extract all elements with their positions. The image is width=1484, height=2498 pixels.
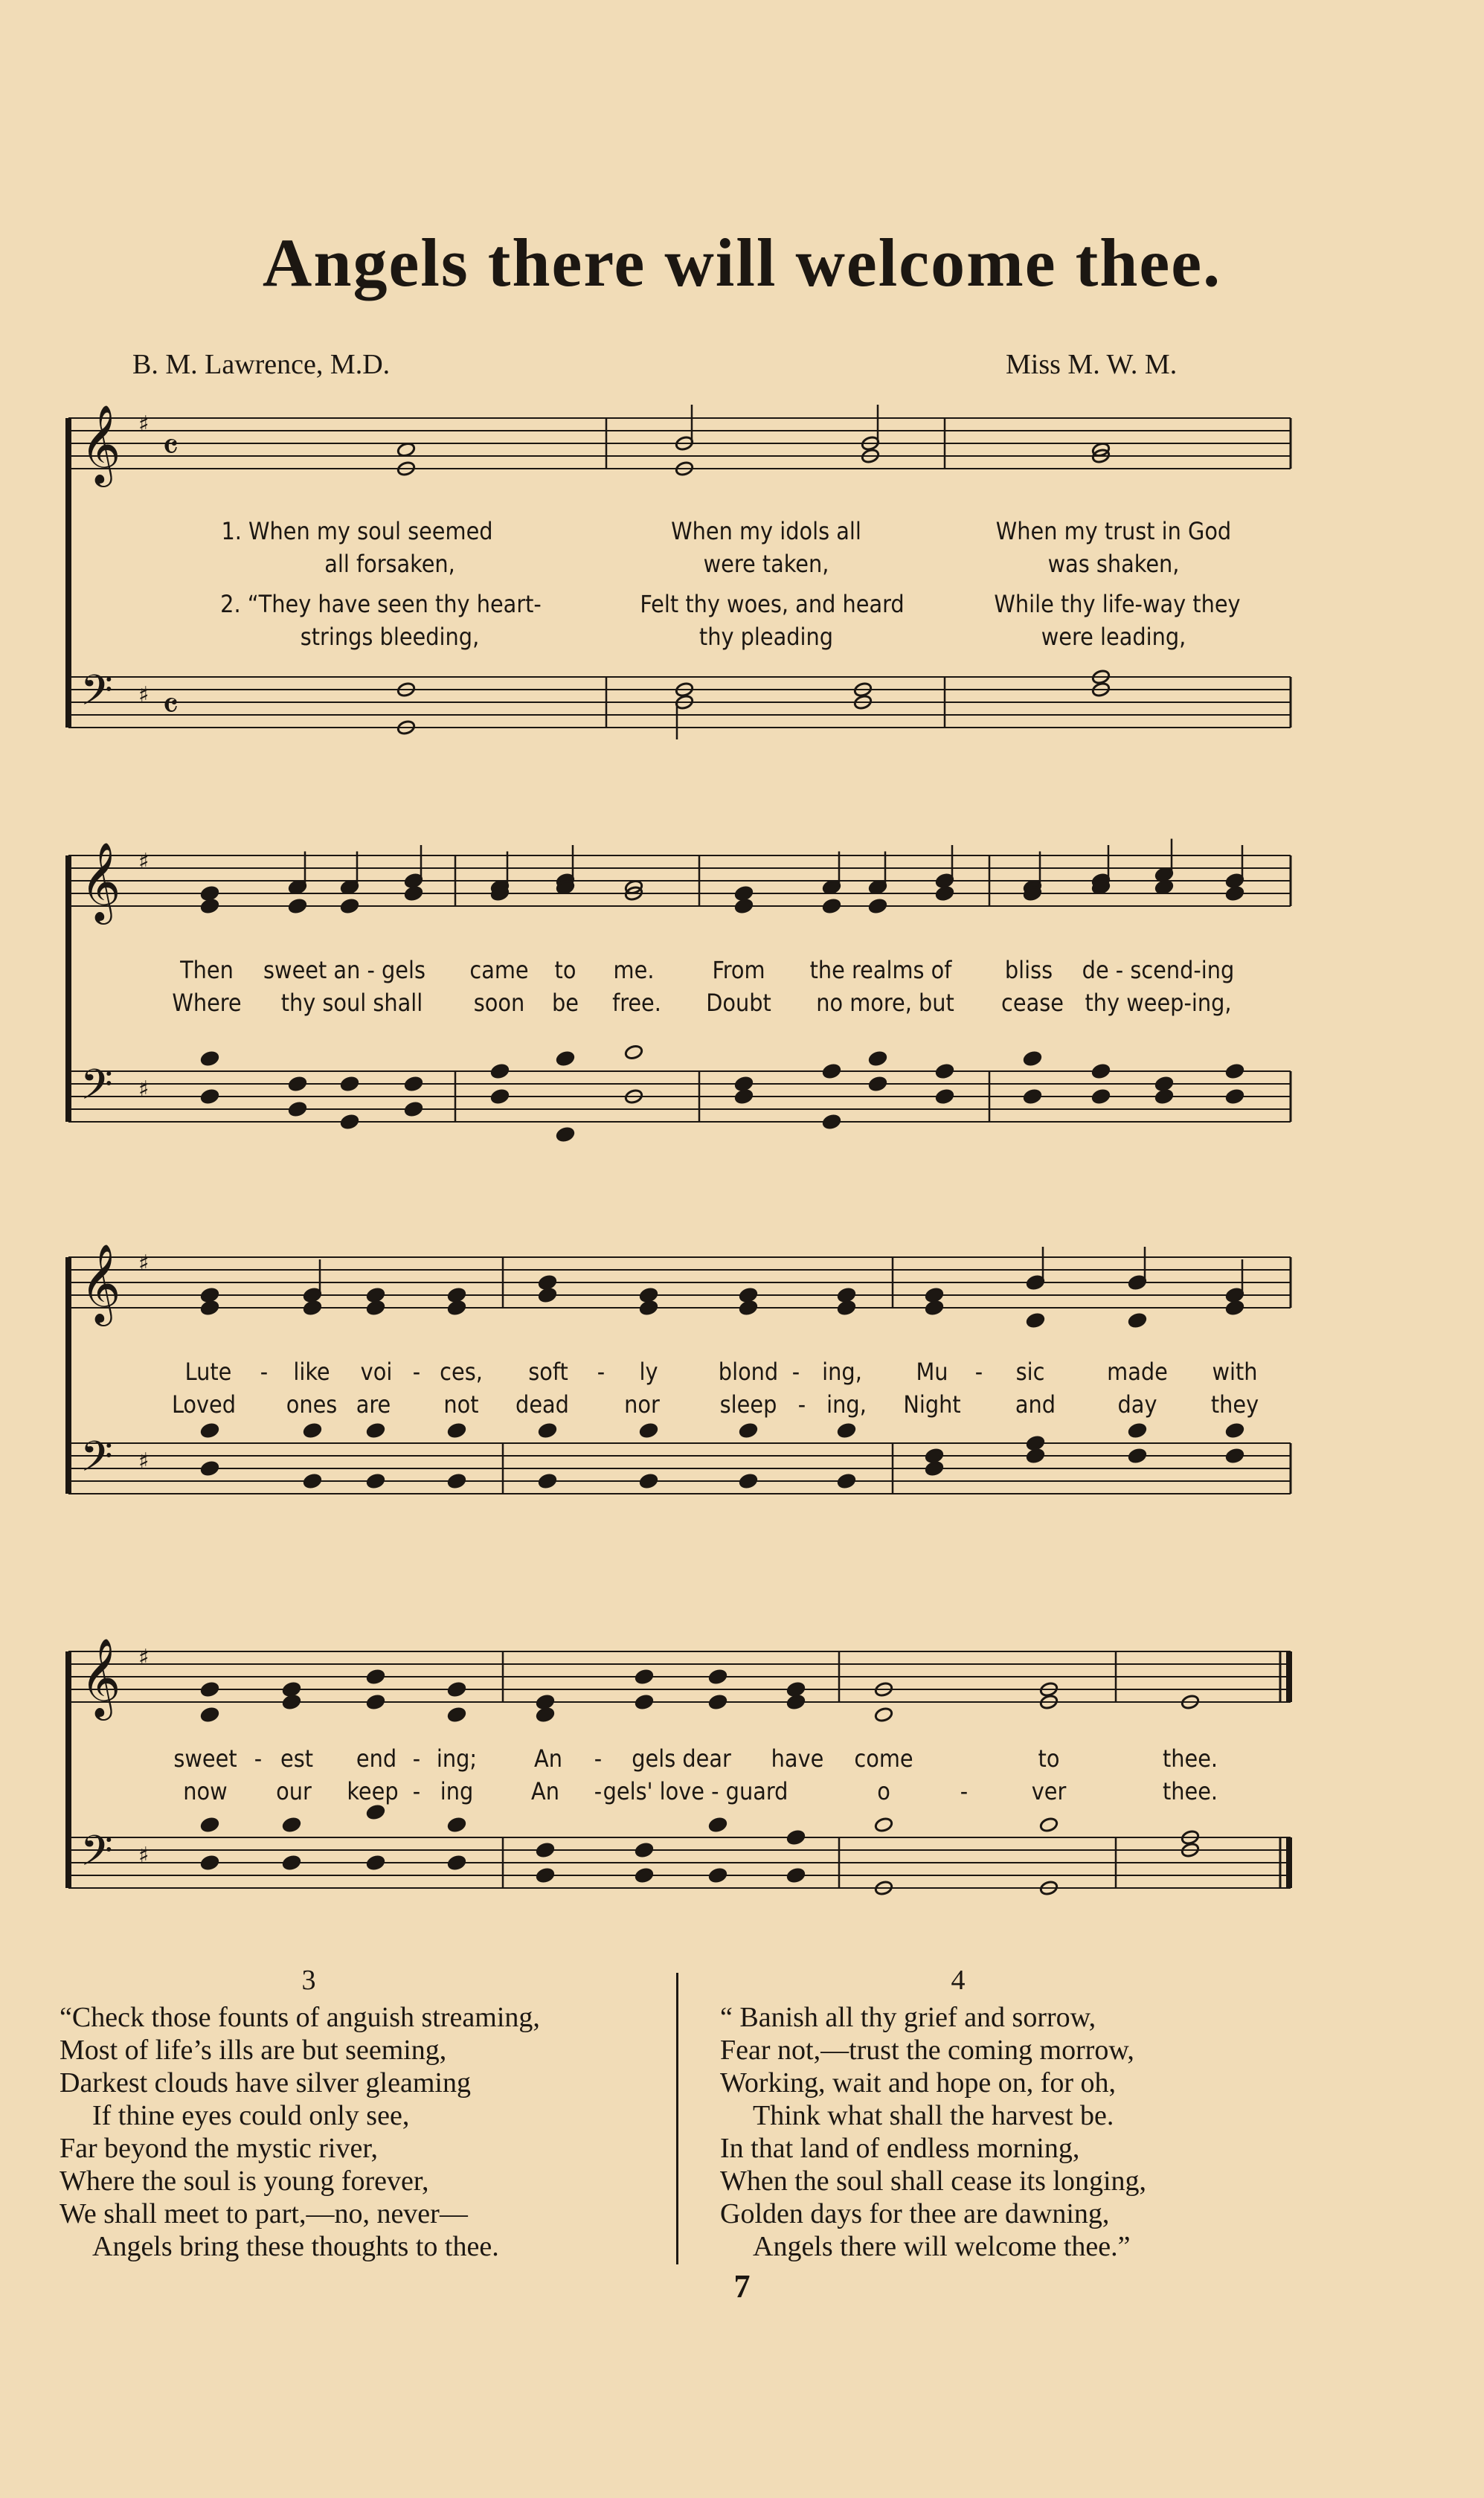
sharp-icon: ♯ xyxy=(138,411,150,437)
quarter-note xyxy=(739,1473,758,1489)
lyric: now xyxy=(183,1777,228,1805)
quarter-note xyxy=(366,1669,385,1685)
quarter-note xyxy=(1225,1448,1244,1464)
quarter-note xyxy=(538,1287,557,1303)
quarter-note xyxy=(739,1300,758,1316)
verse-line: Angels bring these thoughts to thee. xyxy=(92,2231,499,2262)
sharp-icon: ♯ xyxy=(138,1843,150,1869)
lyric: de - scend-ing xyxy=(1082,956,1235,984)
quarter-note xyxy=(1128,1448,1147,1464)
music-system-3 xyxy=(0,1235,1484,1555)
quarter-note xyxy=(200,1855,219,1871)
quarter-note xyxy=(925,1300,944,1316)
quarter-note xyxy=(490,1063,510,1079)
quarter-note xyxy=(635,1694,654,1710)
lyric: Mu xyxy=(916,1358,948,1386)
lyric: strings bleeding, xyxy=(300,623,480,651)
quarter-note xyxy=(1026,1435,1045,1451)
music-system-1 xyxy=(0,402,1484,751)
verse-number: 4 xyxy=(951,1965,966,1996)
lyric: bliss xyxy=(1004,956,1053,984)
quarter-note xyxy=(734,898,754,914)
lyric: thee. xyxy=(1162,1744,1218,1773)
verse-line: “ Banish all thy grief and sorrow, xyxy=(720,2002,1096,2033)
lyric: Doubt xyxy=(706,989,771,1017)
quarter-note xyxy=(925,1448,944,1464)
quarter-note xyxy=(282,1855,301,1871)
quarter-note xyxy=(303,1473,322,1489)
lyric: From xyxy=(712,956,765,984)
lyric: ing, xyxy=(826,1390,867,1419)
verse-line: If thine eyes could only see, xyxy=(92,2100,410,2131)
quarter-note xyxy=(639,1287,658,1303)
quarter-note xyxy=(288,1101,307,1117)
treble-clef-icon: 𝄞 xyxy=(80,404,121,484)
quarter-note xyxy=(366,1473,385,1489)
quarter-note xyxy=(1091,1063,1111,1079)
quarter-note xyxy=(925,1287,944,1303)
bass-clef-icon: 𝄢 xyxy=(80,1433,113,1492)
quarter-note xyxy=(708,1669,727,1685)
quarter-note xyxy=(404,885,423,902)
quarter-note xyxy=(935,1088,954,1105)
lyric: sic xyxy=(1015,1358,1045,1386)
quarter-note xyxy=(538,1274,557,1291)
quarter-note xyxy=(303,1300,322,1316)
verse-line: Fear not,—trust the coming morrow, xyxy=(720,2035,1134,2066)
lyric: thy pleading xyxy=(698,623,834,651)
common-time-icon: 𝄴 xyxy=(162,684,179,728)
quarter-note xyxy=(447,1422,466,1439)
quarter-note xyxy=(447,1817,466,1833)
lyric: sleep xyxy=(719,1390,777,1419)
system-brace-bar xyxy=(65,855,71,1122)
quarter-note xyxy=(200,898,219,914)
lyric: 1. When my soul seemed xyxy=(221,517,493,545)
quarter-note xyxy=(635,1842,654,1858)
lyric: Then xyxy=(180,956,234,984)
lyric: ing, xyxy=(822,1358,862,1386)
music-system-4 xyxy=(0,1622,1484,1949)
sharp-icon: ♯ xyxy=(138,1250,150,1277)
lyric: to xyxy=(1038,1744,1060,1773)
quarter-note xyxy=(282,1694,301,1710)
lyric: me. xyxy=(613,956,655,984)
lyric: - xyxy=(260,1358,269,1386)
quarter-note xyxy=(1023,1088,1042,1105)
lyric: are xyxy=(356,1390,391,1419)
lyric: come xyxy=(854,1744,913,1773)
quarter-note xyxy=(200,1088,219,1105)
lyric: ing xyxy=(440,1777,474,1805)
lyric: our xyxy=(276,1777,312,1805)
music-system-2 xyxy=(0,833,1484,1160)
quarter-note xyxy=(1225,1088,1244,1105)
quarter-note xyxy=(639,1422,658,1439)
lyric: - xyxy=(594,1744,603,1773)
lyric: ces, xyxy=(440,1358,483,1386)
quarter-note xyxy=(639,1300,658,1316)
quarter-note xyxy=(837,1422,856,1439)
quarter-note xyxy=(200,1817,219,1833)
half-note xyxy=(874,1706,893,1723)
lyric: were leading, xyxy=(1041,623,1186,651)
lyric: - xyxy=(791,1358,800,1386)
author-credit: B. M. Lawrence, M.D. xyxy=(132,349,391,380)
quarter-note xyxy=(536,1694,555,1710)
quarter-note xyxy=(556,1050,575,1067)
lyric: ver xyxy=(1031,1777,1067,1805)
quarter-note xyxy=(739,1422,758,1439)
half-note xyxy=(1039,1817,1059,1833)
lyric: soft xyxy=(528,1358,568,1386)
lyric: sweet xyxy=(173,1744,237,1773)
lyric: Felt thy woes, and heard xyxy=(640,590,905,618)
lyric: end xyxy=(356,1744,397,1773)
treble-clef-icon: 𝄞 xyxy=(80,1243,121,1323)
quarter-note xyxy=(1026,1312,1045,1329)
lyric: were taken, xyxy=(703,550,829,578)
quarter-note xyxy=(404,1101,423,1117)
quarter-note xyxy=(366,1300,385,1316)
quarter-note xyxy=(734,1076,754,1092)
lyric: the realms of xyxy=(809,956,952,984)
quarter-note xyxy=(282,1817,301,1833)
half-note xyxy=(624,1044,643,1061)
verse-3 xyxy=(60,1964,669,2263)
lyric: - xyxy=(597,1358,606,1386)
quarter-note xyxy=(490,1088,510,1105)
lyric: was shaken, xyxy=(1047,550,1180,578)
verse-line: We shall meet to part,—no, never— xyxy=(60,2198,468,2229)
lyric: to xyxy=(554,956,576,984)
quarter-note xyxy=(200,1706,219,1723)
system-brace-bar xyxy=(65,1651,71,1888)
lyric: 2. “They have seen thy heart- xyxy=(220,590,542,618)
quarter-note xyxy=(447,1473,466,1489)
quarter-note xyxy=(404,1076,423,1092)
verse-line: Far beyond the mystic river, xyxy=(60,2133,378,2164)
quarter-note xyxy=(837,1473,856,1489)
quarter-note xyxy=(635,1669,654,1685)
lyric: Where xyxy=(172,989,242,1017)
lyric: - xyxy=(412,1777,421,1805)
quarter-note xyxy=(734,885,754,902)
quarter-note xyxy=(447,1706,466,1723)
quarter-note xyxy=(1023,1050,1042,1067)
extra-verses xyxy=(0,1964,1484,2306)
lyric: nor xyxy=(624,1390,660,1419)
lyric: Lute xyxy=(184,1358,232,1386)
lyric: no more, but xyxy=(816,989,954,1017)
quarter-note xyxy=(1128,1422,1147,1439)
lyric: made xyxy=(1107,1358,1168,1386)
lyric: - xyxy=(974,1358,983,1386)
quarter-note xyxy=(925,1460,944,1477)
lyric: cease xyxy=(1001,989,1064,1017)
quarter-note xyxy=(538,1473,557,1489)
quarter-note xyxy=(447,1855,466,1871)
bass-clef-icon: 𝄢 xyxy=(80,667,113,725)
lyric: gels dear xyxy=(632,1744,731,1773)
verse-line: In that land of endless morning, xyxy=(720,2133,1080,2164)
quarter-note xyxy=(200,1300,219,1316)
system-brace-bar xyxy=(65,1257,71,1494)
lyric: have xyxy=(771,1744,824,1773)
lyric: thy weep-ing, xyxy=(1085,989,1232,1017)
quarter-note xyxy=(1026,1448,1045,1464)
lyric: free. xyxy=(612,989,661,1017)
quarter-note xyxy=(366,1287,385,1303)
quarter-note xyxy=(837,1287,856,1303)
quarter-note xyxy=(1225,1063,1244,1079)
quarter-note xyxy=(1128,1312,1147,1329)
verse-line: Where the soul is young forever, xyxy=(60,2165,429,2197)
verse-line: “Check those founts of anguish streaming, xyxy=(60,2002,540,2033)
quarter-note xyxy=(786,1829,806,1846)
final-barline xyxy=(1286,1651,1292,1702)
quarter-note xyxy=(635,1867,654,1884)
quarter-note xyxy=(708,1867,727,1884)
quarter-note xyxy=(288,898,307,914)
quarter-note xyxy=(708,1694,727,1710)
lyric: be xyxy=(552,989,579,1017)
quarter-note xyxy=(786,1867,806,1884)
verse-4 xyxy=(720,1964,1330,2263)
quarter-note xyxy=(1225,1300,1244,1316)
lyric: ly xyxy=(639,1358,658,1386)
lyric: When my idols all xyxy=(671,517,861,545)
quarter-note xyxy=(340,1114,359,1130)
lyric: they xyxy=(1210,1390,1259,1419)
lyric: with xyxy=(1212,1358,1258,1386)
verse-line: Golden days for thee are dawning, xyxy=(720,2198,1110,2229)
quarter-note xyxy=(200,1681,219,1698)
lyric: thy soul shall xyxy=(280,989,423,1017)
lyric: came xyxy=(469,956,529,984)
treble-clef-icon: 𝄞 xyxy=(80,1637,121,1717)
quarter-note xyxy=(447,1681,466,1698)
lyric: keep xyxy=(347,1777,399,1805)
quarter-note xyxy=(447,1300,466,1316)
quarter-note xyxy=(822,1114,841,1130)
lyric: gels' love - guard xyxy=(603,1777,788,1805)
lyric: - xyxy=(412,1744,421,1773)
quarter-note xyxy=(556,1126,575,1143)
quarter-note xyxy=(536,1706,555,1723)
quarter-note xyxy=(739,1287,758,1303)
quarter-note xyxy=(868,898,887,914)
quarter-note xyxy=(282,1681,301,1698)
bass-clef-icon: 𝄢 xyxy=(80,1061,113,1120)
quarter-note xyxy=(822,1063,841,1079)
lyric: While thy life-way they xyxy=(994,590,1241,618)
quarter-note xyxy=(639,1473,658,1489)
verse-number: 3 xyxy=(301,1965,316,1996)
lyric: not xyxy=(443,1390,479,1419)
quarter-note xyxy=(200,1460,219,1477)
quarter-note xyxy=(366,1422,385,1439)
quarter-note xyxy=(200,885,219,902)
quarter-note xyxy=(366,1855,385,1871)
quarter-note xyxy=(734,1088,754,1105)
quarter-note xyxy=(868,1050,887,1067)
quarter-note xyxy=(303,1422,322,1439)
lyric: sweet an - gels xyxy=(263,956,425,984)
half-note xyxy=(874,1817,893,1833)
lyric: all forsaken, xyxy=(324,550,455,578)
common-time-icon: 𝄴 xyxy=(162,426,179,469)
lyric: An xyxy=(531,1777,559,1805)
quarter-note xyxy=(1091,1088,1111,1105)
lyric: o xyxy=(877,1777,890,1805)
verse-line: Think what shall the harvest be. xyxy=(753,2100,1114,2131)
sharp-icon: ♯ xyxy=(138,1076,150,1102)
bass-clef-icon: 𝄢 xyxy=(80,1827,113,1886)
quarter-note xyxy=(837,1300,856,1316)
lyric: ing; xyxy=(436,1744,478,1773)
lyric: est xyxy=(280,1744,313,1773)
verse-line: Working, wait and hope on, for oh, xyxy=(720,2067,1116,2099)
page-number: 7 xyxy=(733,2268,751,2305)
sharp-icon: ♯ xyxy=(138,1448,150,1474)
quarter-note xyxy=(786,1694,806,1710)
quarter-note xyxy=(1225,885,1244,902)
sharp-icon: ♯ xyxy=(138,1645,150,1671)
verse-line: Most of life’s ills are but seeming, xyxy=(60,2035,447,2066)
lyric: - xyxy=(797,1390,806,1419)
quarter-note xyxy=(935,885,954,902)
quarter-note xyxy=(868,1076,887,1092)
lyric: - xyxy=(960,1777,969,1805)
composer-credit: Miss M. W. M. xyxy=(1006,349,1178,380)
lyric: soon xyxy=(473,989,525,1017)
lyric: Night xyxy=(903,1390,961,1419)
treble-clef-icon: 𝄞 xyxy=(80,841,121,921)
quarter-note xyxy=(786,1681,806,1698)
lyric: thee. xyxy=(1162,1777,1218,1805)
lyric: day xyxy=(1117,1390,1157,1419)
system-brace-bar xyxy=(65,418,71,728)
sharp-icon: ♯ xyxy=(138,849,150,875)
quarter-note xyxy=(340,1076,359,1092)
quarter-note xyxy=(1154,1088,1174,1105)
quarter-note xyxy=(1154,1076,1174,1092)
quarter-note xyxy=(1225,1422,1244,1439)
lyric: and xyxy=(1015,1390,1056,1419)
verse-divider xyxy=(676,1973,678,2264)
lyric: blond xyxy=(718,1358,779,1386)
quarter-note xyxy=(935,1063,954,1079)
quarter-note xyxy=(708,1817,727,1833)
lyric: When my trust in God xyxy=(995,517,1232,545)
sharp-icon: ♯ xyxy=(138,682,150,708)
quarter-note xyxy=(536,1842,555,1858)
quarter-note xyxy=(340,898,359,914)
quarter-note xyxy=(366,1694,385,1710)
verse-line: When the soul shall cease its longing, xyxy=(720,2165,1147,2197)
lyric: like xyxy=(293,1358,330,1386)
quarter-note xyxy=(200,1050,219,1067)
quarter-note xyxy=(822,898,841,914)
lyric: - xyxy=(594,1777,603,1805)
lyric: voi xyxy=(360,1358,393,1386)
lyric: - xyxy=(254,1744,263,1773)
verse-line: Darkest clouds have silver gleaming xyxy=(60,2067,471,2099)
quarter-note xyxy=(200,1422,219,1439)
hymn-title: Angels there will welcome thee. xyxy=(262,225,1222,301)
lyric: An xyxy=(534,1744,562,1773)
lyric: dead xyxy=(515,1390,569,1419)
lyric: - xyxy=(412,1358,421,1386)
quarter-note xyxy=(536,1867,555,1884)
final-barline xyxy=(1286,1837,1292,1888)
quarter-note xyxy=(447,1287,466,1303)
quarter-note xyxy=(200,1287,219,1303)
verse-line: Angels there will welcome thee.” xyxy=(753,2231,1131,2262)
lyric: Loved xyxy=(171,1390,237,1419)
quarter-note xyxy=(538,1422,557,1439)
lyric: ones xyxy=(286,1390,338,1419)
quarter-note xyxy=(288,1076,307,1092)
